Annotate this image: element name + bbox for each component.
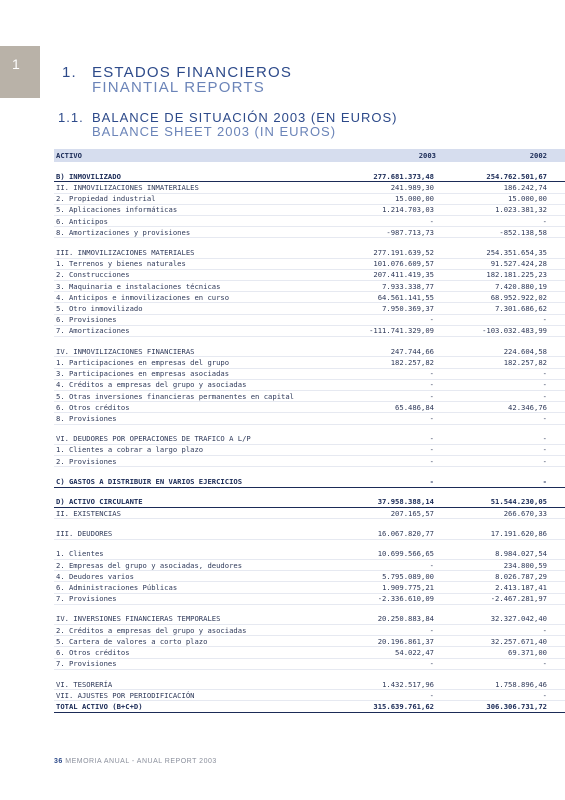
row-value-2002: 224.604,58 <box>503 346 547 356</box>
row-value-2003: 65.486,84 <box>395 402 434 412</box>
table-row <box>54 497 565 508</box>
row-label: 1. Clientes a cobrar a largo plazo <box>56 445 204 455</box>
row-value-2002: 182.181.225,23 <box>486 270 547 280</box>
table-row <box>54 647 565 658</box>
section-title-es: ESTADOS FINANCIEROS <box>92 64 293 81</box>
table-row <box>54 625 565 636</box>
page-number: 36 <box>54 758 63 765</box>
row-label: 6. Otros créditos <box>56 402 130 412</box>
spacer-row <box>54 467 565 476</box>
table-row <box>54 413 565 424</box>
row-label: 4. Anticipos e inmovilizaciones en curso <box>56 292 230 302</box>
row-value-2002: 1.023.381,32 <box>495 205 547 215</box>
row-value-2003: 1.432.517,96 <box>382 679 434 689</box>
row-value-2003: -2.336.610,09 <box>377 594 434 604</box>
balance-sheet-table <box>54 149 565 713</box>
header-2002: 2002 <box>529 151 547 160</box>
row-label: 3. Participaciones en empresas asociadas <box>56 369 230 379</box>
row-label: III. INMOVILIZACIONES MATERIALES <box>56 248 195 258</box>
row-label: B) INMOVILIZADO <box>56 171 121 181</box>
table-header <box>54 149 565 162</box>
table-row <box>54 582 565 593</box>
section-heading <box>62 64 292 96</box>
row-value-2003: 64.561.141,55 <box>377 292 434 302</box>
row-value-2002: - <box>542 216 547 226</box>
table-row <box>54 434 565 445</box>
row-value-2003: 7.933.338,77 <box>382 281 434 291</box>
row-value-2003: 101.076.609,57 <box>373 259 434 269</box>
row-value-2003: 1.909.775,21 <box>382 582 434 592</box>
row-value-2002: 15.000,00 <box>508 194 547 204</box>
row-value-2003: - <box>429 434 434 444</box>
table-row <box>54 292 565 303</box>
row-value-2002: 266.670,33 <box>503 508 547 518</box>
table-row <box>54 205 565 216</box>
row-value-2002: - <box>542 659 547 669</box>
row-value-2002: 182.257,82 <box>503 357 547 367</box>
table-row <box>54 679 565 690</box>
footer-text: MEMORIA ANUAL - ANUAL REPORT 2003 <box>65 758 217 765</box>
row-value-2003: - <box>429 445 434 455</box>
row-value-2003: 182.257,82 <box>390 357 434 367</box>
row-value-2002: 2.413.187,41 <box>495 582 547 592</box>
row-label: 5. Cartera de valores a corto plazo <box>56 636 208 646</box>
table-row <box>54 636 565 647</box>
table-row <box>54 445 565 456</box>
row-label: 7. Provisiones <box>56 594 117 604</box>
row-value-2003: 7.950.369,37 <box>382 304 434 314</box>
table-row <box>54 701 565 712</box>
spacer-row <box>54 488 565 497</box>
row-value-2002: - <box>542 413 547 423</box>
row-label: 1. Terrenos y bienes naturales <box>56 259 186 269</box>
table-row <box>54 380 565 391</box>
table-row <box>54 248 565 259</box>
spacer-row <box>54 540 565 549</box>
row-label: 6. Administraciones Públicas <box>56 582 178 592</box>
table-row <box>54 281 565 292</box>
table-row <box>54 357 565 368</box>
row-value-2002: - <box>542 391 547 401</box>
row-value-2002: 69.371,00 <box>508 648 547 658</box>
row-value-2002: 91.527.424,28 <box>490 259 547 269</box>
table-row <box>54 456 565 467</box>
row-value-2002: 7.301.686,62 <box>495 304 547 314</box>
row-value-2002: 51.544.230,05 <box>490 497 547 507</box>
table-row <box>54 346 565 357</box>
table-row <box>54 194 565 205</box>
row-value-2003: - <box>429 369 434 379</box>
row-label: 2. Propiedad industrial <box>56 194 156 204</box>
row-value-2002: 7.420.880,19 <box>495 281 547 291</box>
chapter-tab <box>0 46 40 98</box>
subsection-title-es: BALANCE DE SITUACIÓN 2003 (EN EUROS) <box>92 110 398 125</box>
row-label: VII. AJUSTES POR PERIODIFICACIÓN <box>56 690 195 700</box>
section-number: 1. <box>62 64 77 81</box>
row-value-2002: - <box>542 380 547 390</box>
row-value-2002: - <box>542 369 547 379</box>
row-value-2003: - <box>429 315 434 325</box>
spacer-row <box>54 605 565 614</box>
row-value-2003: -987.713,73 <box>386 227 434 237</box>
table-body <box>54 162 565 713</box>
spacer-row <box>54 162 565 171</box>
row-value-2002: - <box>542 477 547 487</box>
row-value-2003: 241.989,30 <box>390 182 434 192</box>
table-row <box>54 303 565 314</box>
row-value-2003: 10.699.566,65 <box>377 549 434 559</box>
row-value-2002: 186.242,74 <box>503 182 547 192</box>
row-label: 6. Anticipos <box>56 216 108 226</box>
row-value-2003: 37.958.388,14 <box>377 497 434 507</box>
row-label: 1. Participaciones en empresas del grupo <box>56 357 230 367</box>
table-row <box>54 326 565 337</box>
table-row <box>54 227 565 238</box>
page-footer <box>54 758 217 765</box>
row-value-2002: 32.327.042,40 <box>490 614 547 624</box>
table-row <box>54 508 565 519</box>
spacer-row <box>54 337 565 346</box>
row-value-2002: -2.467.281,97 <box>490 594 547 604</box>
row-value-2003: 247.744,66 <box>390 346 434 356</box>
spacer-row <box>54 425 565 434</box>
row-value-2003: - <box>429 477 434 487</box>
table-row <box>54 476 565 487</box>
table-row <box>54 560 565 571</box>
row-label: 5. Otro inmovilizado <box>56 304 143 314</box>
row-label: 2. Provisiones <box>56 456 117 466</box>
row-value-2002: -852.138,58 <box>499 227 547 237</box>
row-value-2002: - <box>542 434 547 444</box>
spacer-row <box>54 670 565 679</box>
table-row <box>54 171 565 182</box>
row-value-2002: - <box>542 315 547 325</box>
row-value-2003: - <box>429 625 434 635</box>
row-value-2003: - <box>429 413 434 423</box>
row-value-2002: 32.257.671,40 <box>490 636 547 646</box>
table-row <box>54 369 565 380</box>
row-label: II. INMOVILIZACIONES INMATERIALES <box>56 182 199 192</box>
row-label: D) ACTIVO CIRCULANTE <box>56 497 143 507</box>
row-value-2002: 254.351.654,35 <box>486 248 547 258</box>
row-value-2002: - <box>542 456 547 466</box>
table-row <box>54 528 565 539</box>
row-label: 2. Empresas del grupo y asociadas, deudores <box>56 560 243 570</box>
table-row <box>54 659 565 670</box>
row-value-2002: 1.758.896,46 <box>495 679 547 689</box>
row-value-2002: 68.952.922,02 <box>490 292 547 302</box>
row-value-2002: - <box>542 625 547 635</box>
row-value-2002: 306.306.731,72 <box>486 701 547 711</box>
table-row <box>54 315 565 326</box>
row-label: IV. INMOVILIZACIONES FINANCIERAS <box>56 346 195 356</box>
row-label: 8. Amortizaciones y provisiones <box>56 227 191 237</box>
table-row <box>54 614 565 625</box>
row-value-2003: - <box>429 456 434 466</box>
row-label: TOTAL ACTIVO (B+C+D) <box>56 701 143 711</box>
table-row <box>54 182 565 193</box>
row-label: 5. Aplicaciones informáticas <box>56 205 178 215</box>
row-value-2003: - <box>429 391 434 401</box>
row-value-2003: 207.411.419,35 <box>373 270 434 280</box>
header-2003: 2003 <box>418 151 436 160</box>
row-label: 5. Otras inversiones financieras permanentes en capital <box>56 391 294 401</box>
row-label: 6. Provisiones <box>56 315 117 325</box>
table-row <box>54 391 565 402</box>
row-value-2002: - <box>542 690 547 700</box>
table-row <box>54 259 565 270</box>
spacer-row <box>54 519 565 528</box>
row-value-2003: 5.795.089,00 <box>382 571 434 581</box>
row-value-2003: 54.022,47 <box>395 648 434 658</box>
row-label: 2. Créditos a empresas del grupo y asociadas <box>56 625 247 635</box>
row-label: III. DEUDORES <box>56 528 113 538</box>
row-value-2003: - <box>429 216 434 226</box>
row-label: 7. Amortizaciones <box>56 326 130 336</box>
row-value-2003: 20.250.883,84 <box>377 614 434 624</box>
row-value-2003: 277.191.639,52 <box>373 248 434 258</box>
row-value-2003: 207.165,57 <box>390 508 434 518</box>
table-row <box>54 270 565 281</box>
row-value-2002: 234.800,59 <box>503 560 547 570</box>
row-value-2003: - <box>429 690 434 700</box>
table-row <box>54 549 565 560</box>
table-row <box>54 594 565 605</box>
spacer-row <box>54 238 565 247</box>
row-label: 8. Provisiones <box>56 413 117 423</box>
row-value-2003: - <box>429 380 434 390</box>
row-label: 1. Clientes <box>56 549 104 559</box>
row-label: 4. Créditos a empresas del grupo y asociadas <box>56 380 247 390</box>
row-label: C) GASTOS A DISTRIBUIR EN VARIOS EJERCICIOS <box>56 477 243 487</box>
row-value-2003: - <box>429 560 434 570</box>
row-value-2002: 8.026.787,29 <box>495 571 547 581</box>
subsection-title-en: BALANCE SHEET 2003 (IN EUROS) <box>92 124 337 139</box>
row-label: VI. DEUDORES POR OPERACIONES DE TRAFICO A L/P <box>56 434 251 444</box>
row-label: VI. TESORERÍA <box>56 679 113 689</box>
row-value-2003: 16.067.820,77 <box>377 528 434 538</box>
section-title-en: FINANTIAL REPORTS <box>92 79 265 96</box>
subsection-number: 1.1. <box>58 110 84 125</box>
table-row <box>54 690 565 701</box>
table-row <box>54 571 565 582</box>
row-value-2003: 277.681.373,48 <box>373 171 434 181</box>
subsection-heading <box>58 110 397 139</box>
table-row <box>54 216 565 227</box>
row-value-2002: 42.346,76 <box>508 402 547 412</box>
row-value-2003: 1.214.703,03 <box>382 205 434 215</box>
row-value-2003: 15.000,00 <box>395 194 434 204</box>
row-value-2002: - <box>542 445 547 455</box>
header-activo: ACTIVO <box>56 151 82 160</box>
chapter-tab-number: 1 <box>12 56 20 72</box>
row-label: II. EXISTENCIAS <box>56 508 121 518</box>
row-value-2003: - <box>429 659 434 669</box>
row-value-2002: 17.191.620,86 <box>490 528 547 538</box>
row-value-2002: 8.984.027,54 <box>495 549 547 559</box>
table-row <box>54 402 565 413</box>
row-label: 3. Maquinaria e instalaciones técnicas <box>56 281 221 291</box>
row-value-2002: 254.762.501,67 <box>486 171 547 181</box>
row-value-2003: 20.196.861,37 <box>377 636 434 646</box>
row-value-2002: -103.032.483,99 <box>482 326 547 336</box>
row-label: 6. Otros créditos <box>56 648 130 658</box>
row-value-2003: 315.639.761,62 <box>373 701 434 711</box>
row-label: 4. Deudores varios <box>56 571 134 581</box>
row-label: IV. INVERSIONES FINANCIERAS TEMPORALES <box>56 614 221 624</box>
row-label: 2. Construcciones <box>56 270 130 280</box>
row-value-2003: -111.741.329,09 <box>369 326 434 336</box>
row-label: 7. Provisiones <box>56 659 117 669</box>
